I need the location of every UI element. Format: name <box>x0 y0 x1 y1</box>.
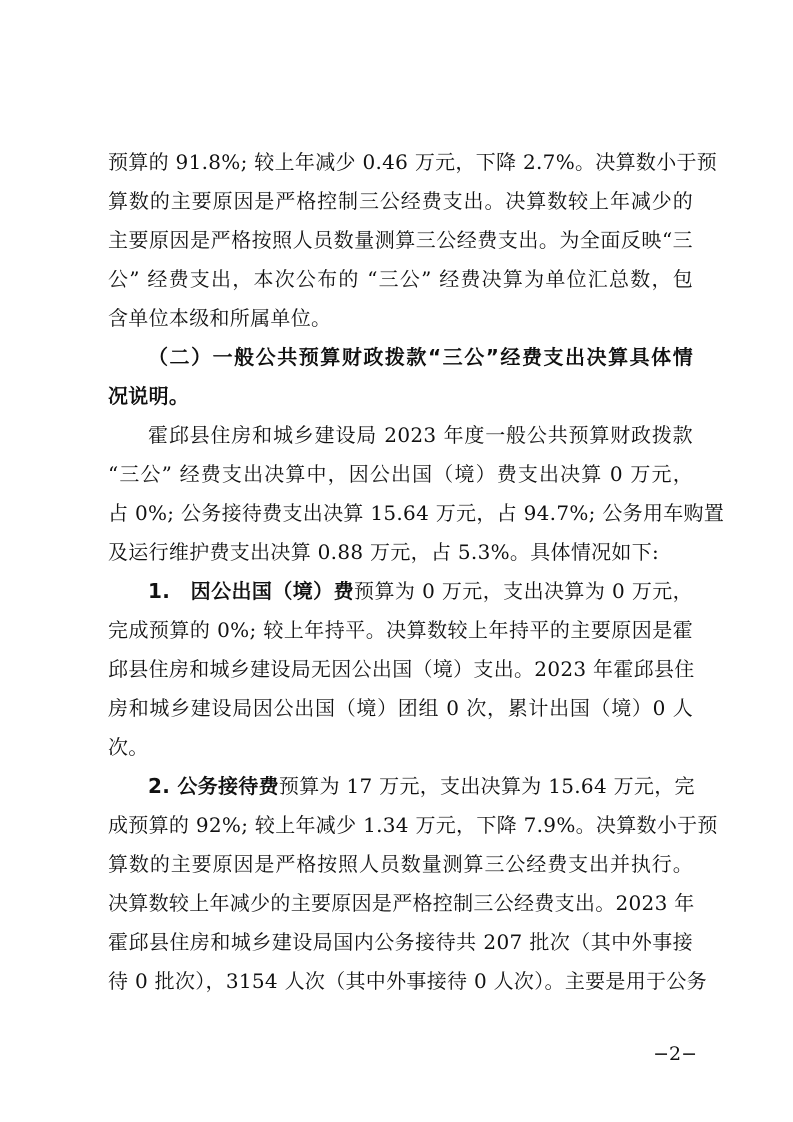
paragraph-line: “三公” 经费支出决算中，因公出国（境）费支出决算 0 万元， <box>108 462 693 486</box>
paragraph-line: 预算的 91.8%; 较上年减少 0.46 万元，下降 2.7%。决算数小于预 <box>108 150 718 174</box>
paragraph-line: 公” 经费支出，本次公布的 “三公” 经费决算为单位汇总数，包 <box>108 267 693 291</box>
paragraph-line: 算数的主要原因是严格按照人员数量测算三公经费支出并执行。 <box>108 852 693 876</box>
item-2-text: 预算为 17 万元，支出决算为 15.64 万元，完 <box>278 774 695 798</box>
item-1-label: 1. 因公出国（境）费 <box>148 579 355 603</box>
paragraph-line: 待 0 批次），3154 人次（其中外事接待 0 人次）。主要是用于公务 <box>108 969 707 993</box>
paragraph-line: 算数的主要原因是严格控制三公经费支出。决算数较上年减少的 <box>108 189 693 213</box>
item-1-text: 预算为 0 万元，支出决算为 0 万元， <box>354 579 693 603</box>
paragraph-line: 邱县住房和城乡建设局无因公出国（境）支出。2023 年霍邱县住 <box>108 657 695 681</box>
paragraph-line: 决算数较上年减少的主要原因是严格控制三公经费支出。2023 年 <box>108 891 695 915</box>
item-1-first-line <box>148 573 693 609</box>
paragraph-line: 房和城乡建设局因公出国（境）团组 0 次，累计出国（境）0 人 <box>108 696 693 720</box>
section-heading: （二）一般公共预算财政拨款“三公”经费支出决算具体情 <box>148 345 693 369</box>
paragraph-line: 次。 <box>108 735 149 759</box>
item-2-label: 2. 公务接待费 <box>148 774 279 798</box>
page-number: −2− <box>653 1043 697 1065</box>
paragraph-line: 及运行维护费支出决算 0.88 万元，占 5.3%。具体情况如下: <box>108 540 660 564</box>
paragraph-line: 成预算的 92%; 较上年减少 1.34 万元，下降 7.9%。决算数小于预 <box>108 813 718 837</box>
paragraph-line: 霍邱县住房和城乡建设局 2023 年度一般公共预算财政拨款 <box>148 423 693 447</box>
paragraph-line: 完成预算的 0%; 较上年持平。决算数较上年持平的主要原因是霍 <box>108 618 693 642</box>
paragraph-line: 含单位本级和所属单位。 <box>108 306 332 330</box>
paragraph-line: 霍邱县住房和城乡建设局国内公务接待共 207 批次（其中外事接 <box>108 930 693 954</box>
item-2-first-line <box>148 768 693 804</box>
paragraph-line: 占 0%; 公务接待费支出决算 15.64 万元，占 94.7%; 公务用车购置 <box>108 501 725 525</box>
paragraph-line: 主要原因是严格按照人员数量测算三公经费支出。为全面反映“三 <box>108 228 693 252</box>
section-heading: 况说明。 <box>108 384 190 408</box>
